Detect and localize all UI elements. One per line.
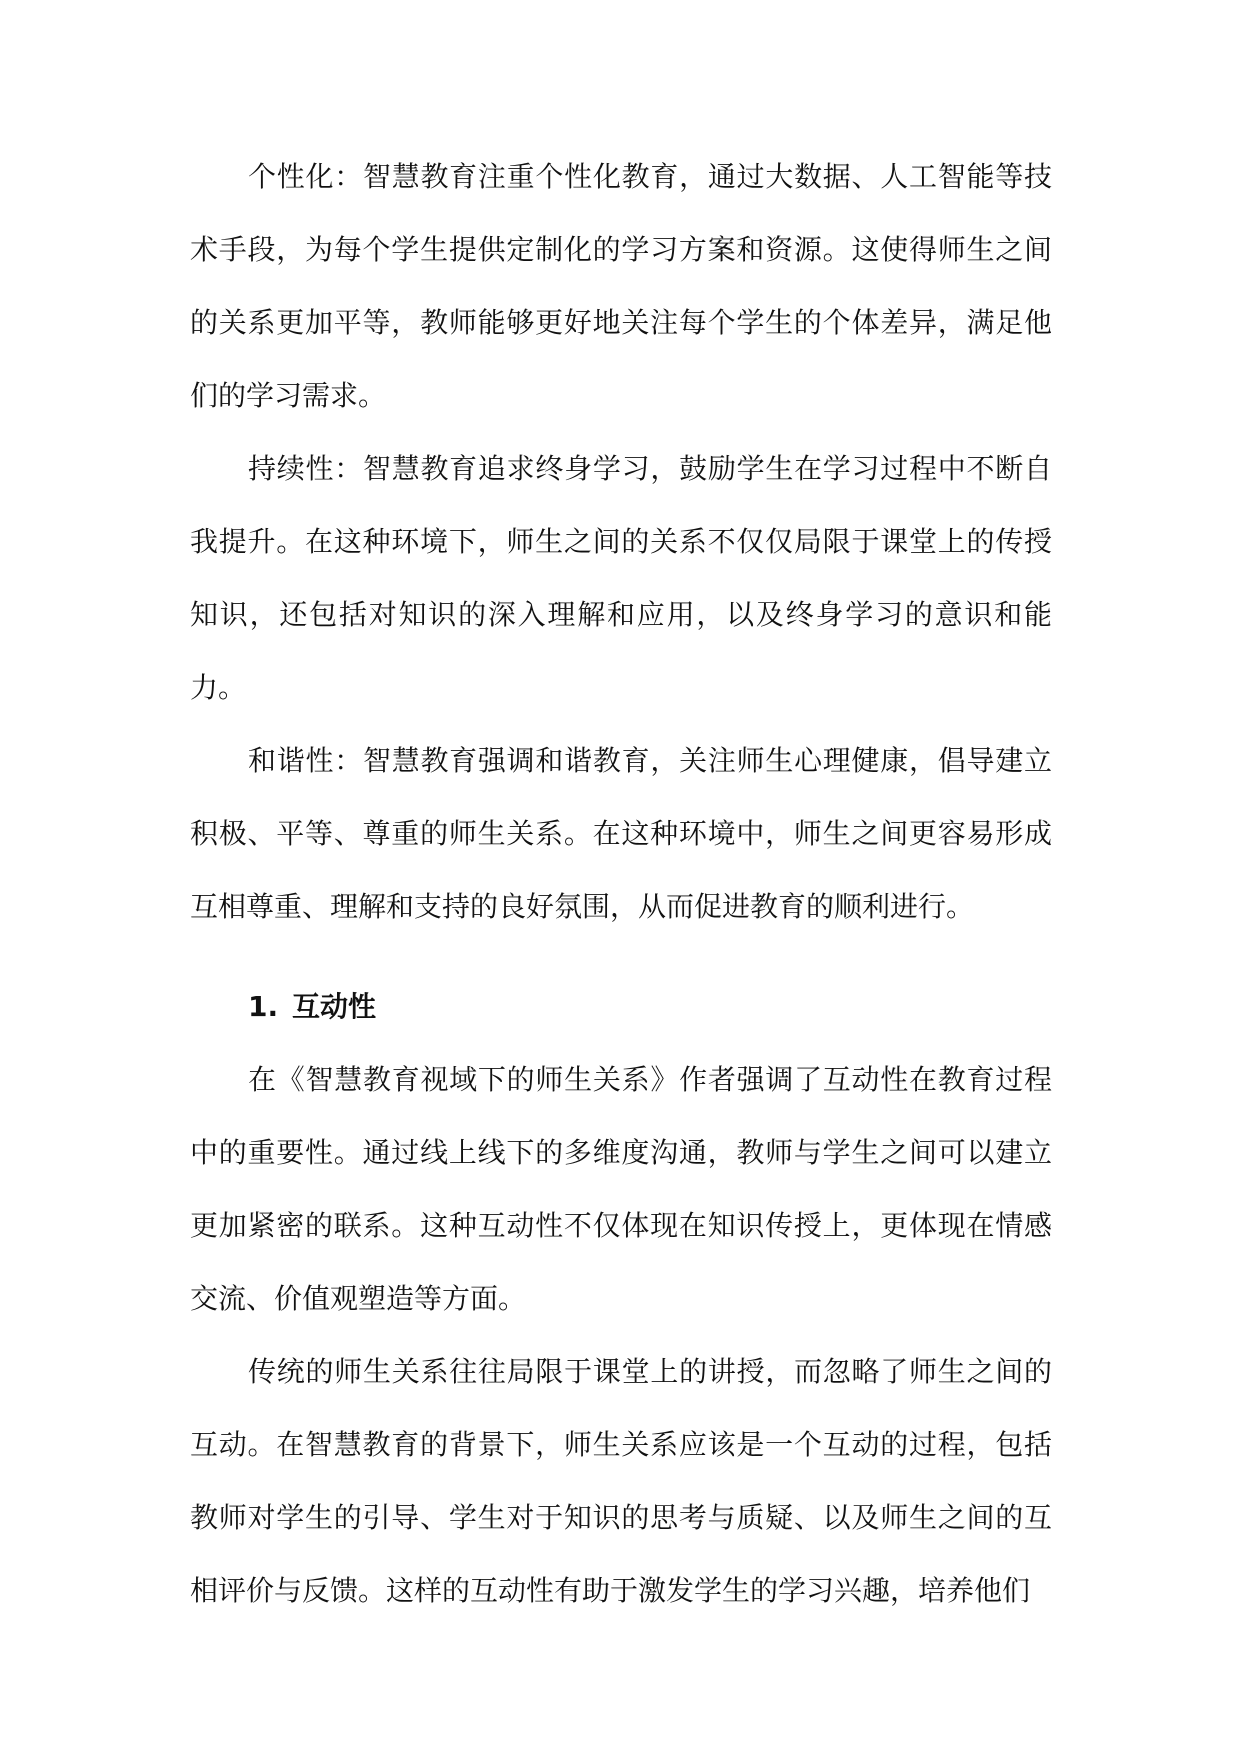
paragraph-harmony: 和谐性：智慧教育强调和谐教育，关注师生心理健康，倡导建立积极、平等、尊重的师生关系。在这种环境中，师生之间更容易形成互相尊重、理解和支持的良好氛围，从而促进教育的顺利进行。	[190, 744, 1052, 923]
section-number: 1.	[248, 990, 279, 1023]
section-title: 互动性	[292, 990, 377, 1023]
paragraph-continuity: 持续性：智慧教育追求终身学习，鼓励学生在学习过程中不断自我提升。在这种环境下，师生之间的关系不仅仅局限于课堂上的传授知识，还包括对知识的深入理解和应用，以及终身学习的意识和能力。	[190, 452, 1052, 704]
paragraph-traditional-relationship: 传统的师生关系往往局限于课堂上的讲授，而忽略了师生之间的互动。在智慧教育的背景下，师生关系应该是一个互动的过程，包括教师对学生的引导、学生对于知识的思考与质疑、以及师生之间的互相评价与反馈。这样的互动性有助于激发学生的学习兴趣，培养他们	[190, 1355, 1052, 1607]
paragraph-interaction-intro: 在《智慧教育视域下的师生关系》作者强调了互动性在教育过程中的重要性。通过线上线下的多维度沟通，教师与学生之间可以建立更加紧密的联系。这种互动性不仅体现在知识传授上，更体现在情感交流、价值观塑造等方面。	[190, 1063, 1052, 1315]
document-page	[190, 140, 1052, 1627]
section-heading	[190, 970, 1052, 1043]
paragraph-personalization: 个性化：智慧教育注重个性化教育，通过大数据、人工智能等技术手段，为每个学生提供定制化的学习方案和资源。这使得师生之间的关系更加平等，教师能够更好地关注每个学生的个体差异，满足他们的学习需求。	[190, 160, 1052, 412]
